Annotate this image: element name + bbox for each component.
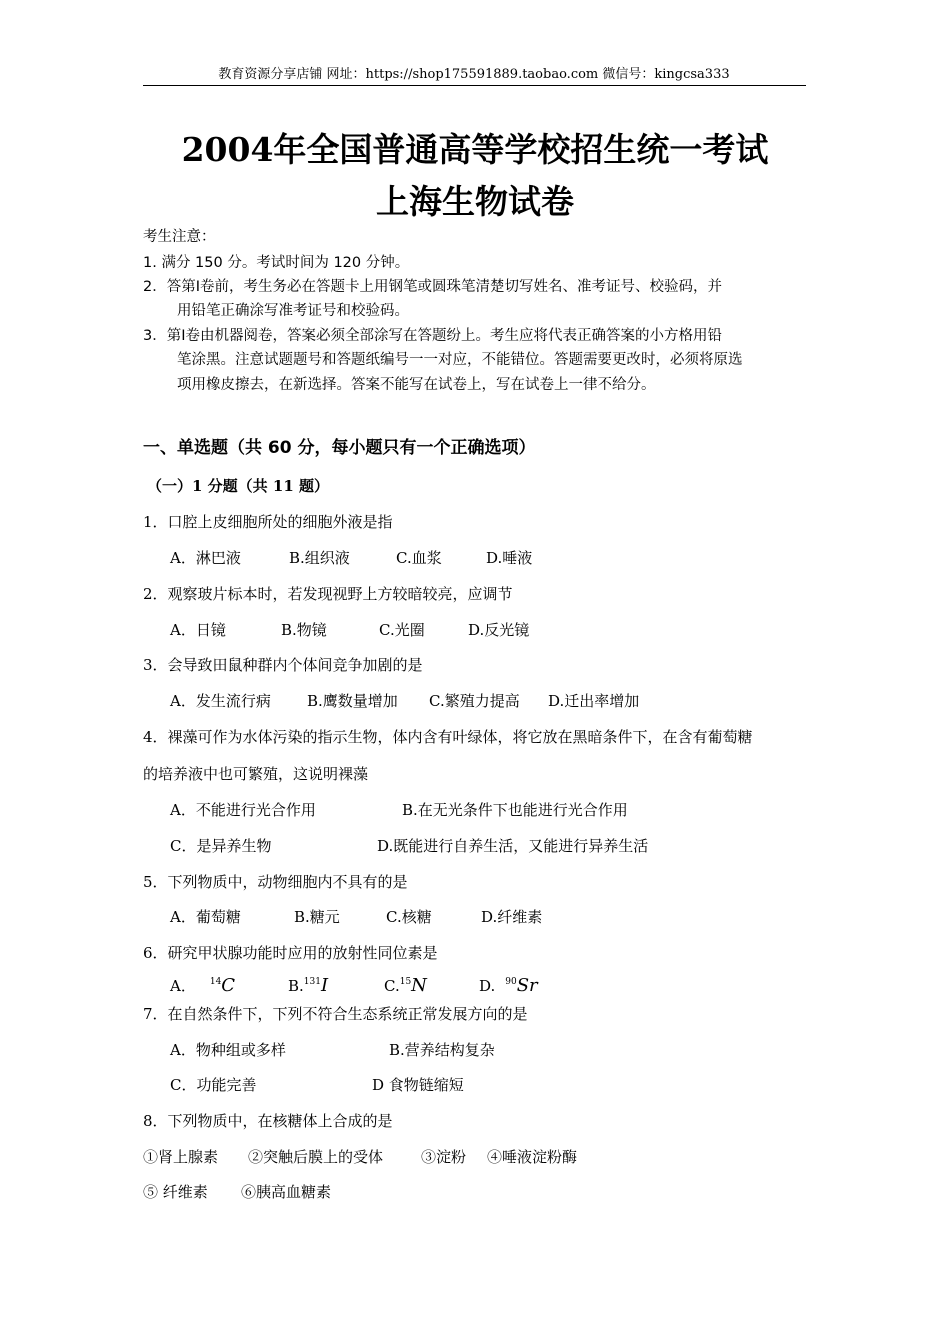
notice-item-3-cont-1: 笔涂黑。注意试题题号和答题纸编号一一对应，不能错位。答题需要更改时，必须将原选	[177, 352, 743, 368]
option-c-symbol: N	[411, 975, 427, 996]
question-2-option-b: B.物镜	[281, 621, 327, 639]
notice-heading: 考生注意：	[143, 229, 216, 245]
question-8-stem: 8．下列物质中，在核糖体上合成的是	[143, 1112, 393, 1130]
question-2-option-c: C.光圈	[379, 621, 425, 639]
question-7-option-a: A．物种组或多样	[170, 1041, 286, 1059]
question-7-option-b: B.营养结构复杂	[389, 1041, 495, 1059]
section-heading: 一、单选题（共 60 分，每小题只有一个正确选项）	[143, 438, 536, 458]
question-4-option-c: C．是异养生物	[170, 837, 272, 855]
question-6-option-c	[384, 976, 427, 996]
question-1-option-c: C.血浆	[396, 549, 442, 567]
option-c-mass-number: 15	[399, 977, 412, 987]
exam-title: 2004年全国普通高等学校招生统一考试	[181, 130, 769, 169]
question-3-stem: 3．会导致田鼠种群内个体间竞争加剧的是	[143, 656, 423, 674]
question-5-option-a: A．葡萄糖	[170, 908, 241, 926]
question-6-stem: 6．研究甲状腺功能时应用的放射性同位素是	[143, 944, 438, 962]
question-8-item-4: ④唾液淀粉酶	[487, 1148, 578, 1166]
question-3-option-c: C.繁殖力提高	[429, 692, 520, 710]
option-a-label: A．	[170, 977, 196, 995]
question-8-item-6: ⑥胰高血糖素	[241, 1183, 332, 1201]
question-6-option-a	[170, 976, 235, 996]
question-8-item-5: ⑤ 纤维素	[143, 1183, 208, 1201]
question-5-option-b: B.糖元	[294, 908, 340, 926]
exam-subtitle: 上海生物试卷	[376, 182, 574, 221]
notice-item-2-cont: 用铅笔正确涂写准考证号和校验码。	[177, 303, 409, 319]
option-a-symbol: C	[221, 975, 236, 996]
question-4-option-b: B.在无光条件下也能进行光合作用	[402, 801, 628, 819]
question-7-option-c: C．功能完善	[170, 1076, 257, 1094]
question-1-option-b: B.组织液	[289, 549, 350, 567]
question-2-option-a: A．日镜	[170, 621, 226, 639]
option-d-label: D.	[479, 977, 496, 995]
question-4-stem-cont: 的培养液中也可繁殖，这说明裸藻	[143, 765, 369, 783]
question-4-option-a: A．不能进行光合作用	[170, 801, 316, 819]
option-b-label: B.	[288, 977, 304, 995]
question-8-item-2: ②突触后膜上的受体	[248, 1148, 384, 1166]
header-divider	[143, 85, 806, 86]
question-8-item-1: ①肾上腺素	[143, 1148, 219, 1166]
question-5-stem: 5．下列物质中，动物细胞内不具有的是	[143, 873, 408, 891]
notice-item-2: 2．答第Ⅰ卷前，考生务必在答题卡上用钢笔或圆珠笔清楚切写姓名、准考证号、校验码，并	[143, 279, 722, 295]
question-5-option-c: C.核糖	[386, 908, 432, 926]
question-2-stem: 2．观察玻片标本时，若发现视野上方较暗较亮，应调节	[143, 585, 513, 603]
option-b-mass-number: 131	[303, 977, 321, 987]
question-7-option-d: D 食物链缩短	[372, 1076, 464, 1094]
question-4-option-d: D.既能进行自养生活，又能进行异养生活	[377, 837, 649, 855]
notice-item-1: 1. 满分 150 分。考试时间为 120 分钟。	[143, 255, 410, 271]
option-d-mass-number: 90	[505, 977, 517, 987]
question-1-option-d: D.唾液	[486, 549, 533, 567]
question-1-option-a: A．淋巴液	[170, 549, 241, 567]
question-7-stem: 7．在自然条件下，下列不符合生态系统正常发展方向的是	[143, 1005, 528, 1023]
question-3-option-a: A．发生流行病	[170, 692, 271, 710]
option-b-symbol: I	[320, 975, 329, 996]
question-6-option-b	[288, 976, 328, 996]
question-5-option-d: D.纤维素	[481, 908, 543, 926]
notice-item-3: 3．第Ⅰ卷由机器阅卷，答案必须全部涂写在答题纷上。考生应将代表正确答案的小方格用铅	[143, 328, 722, 344]
option-a-mass-number: 14	[209, 977, 222, 987]
question-8-item-3: ③淀粉	[421, 1148, 467, 1166]
option-d-symbol: Sr	[516, 975, 538, 996]
subsection-heading: （一）1 分题（共 11 题）	[147, 477, 329, 495]
question-6-option-d	[479, 976, 538, 996]
question-3-option-d: D.迁出率增加	[548, 692, 640, 710]
option-c-label: C.	[384, 977, 400, 995]
notice-item-3-cont-2: 项用橡皮擦去，在新选择。答案不能写在试卷上，写在试卷上一律不给分。	[177, 377, 656, 393]
question-1-stem: 1．口腔上皮细胞所处的细胞外液是指	[143, 513, 393, 531]
question-2-option-d: D.反光镜	[468, 621, 530, 639]
question-4-stem: 4．裸藻可作为水体污染的指示生物，体内含有叶绿体，将它放在黑暗条件下，在含有葡萄糖	[143, 728, 753, 746]
question-3-option-b: B.鹰数量增加	[307, 692, 398, 710]
page-header: 教育资源分享店铺 网址：https://shop175591889.taobao.com 微信号：kingcsa333	[218, 67, 730, 82]
